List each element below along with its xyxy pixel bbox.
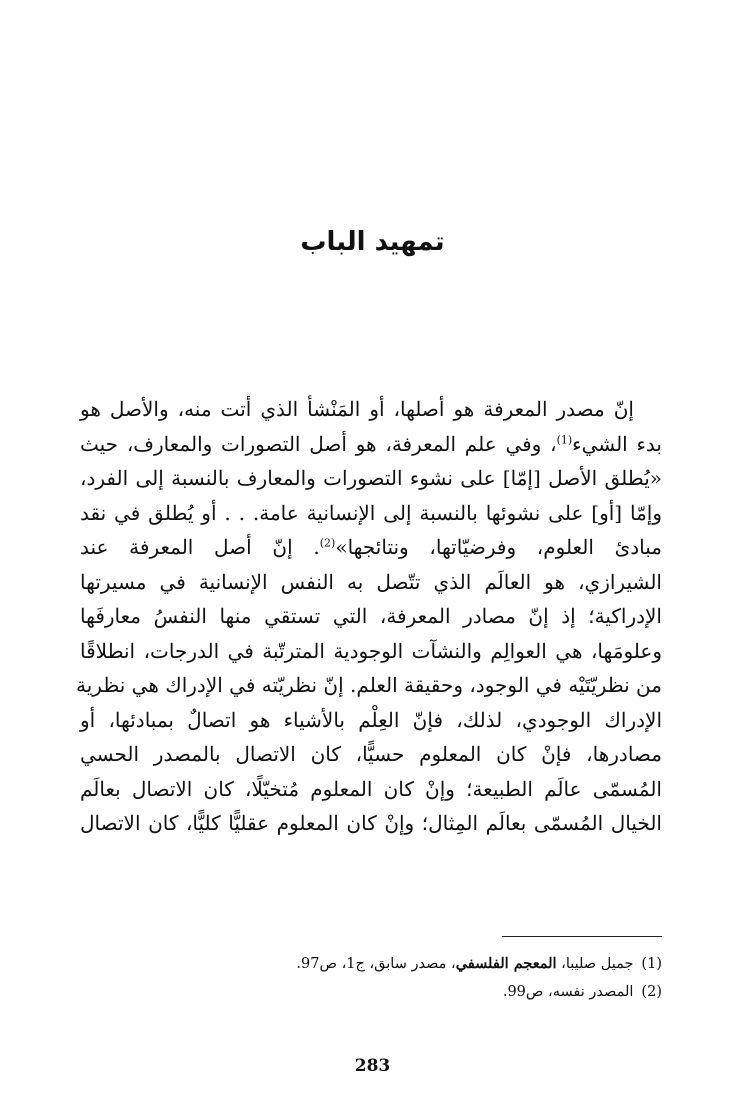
- footnote-ref-2[interactable]: (2): [319, 536, 336, 550]
- chapter-title: تمهيد الباب: [300, 227, 445, 257]
- text-fragment: . إنّ أصل المعرفة عند: [80, 535, 320, 559]
- text-line: الخيال المُسمّى بعالَم المِثال؛ وإنْ كان المعلوم عقليًّا كليًّا، كان الاتصال: [80, 811, 662, 835]
- footnote-number: (1): [641, 956, 662, 972]
- footnote-item: [80, 978, 662, 1006]
- text-fragment: بدء الشيء: [572, 431, 662, 456]
- footnote-work-title: المعجم الفلسفي: [455, 955, 557, 972]
- text-fragment: ، وفي علم المعرفة، هو أصل التصورات والمعارف، حيث: [80, 431, 557, 456]
- body-text: [76, 392, 662, 841]
- text-line: إنّ مصدر المعرفة هو أصلها، أو المَنْشأ الذي أتت منه، والأصل هو: [80, 397, 634, 421]
- text-line: [80, 530, 662, 565]
- text-line: وإمّا [أو] على نشوئها بالنسبة إلى الإنسانية عامة. . . أو يُطلق في نقد: [80, 500, 662, 525]
- text-line: من نظريّتَيْه في الوجود، وحقيقة العلم. إنّ نظريّته في الإدراك هي نظرية: [76, 673, 662, 697]
- footnote-item: [80, 950, 662, 978]
- text-line: مصادرها، فإنْ كان المعلوم حسيًّا، كان الاتصال بالمصدر الحسي: [80, 742, 662, 766]
- text-line: وعلومَها، هي العوالِم والنشآت الوجودية المترتّبة في الدرجات، انطلاقًا: [80, 638, 662, 663]
- footnote-divider: [502, 936, 662, 937]
- page-number: 283: [354, 1056, 391, 1076]
- footnote-author: المصدر نفسه، ص99.: [502, 984, 634, 1000]
- text-line: الإدراكية؛ إذ إنّ مصادر المعرفة، التي تستقي منها النفسُ معارفَها: [80, 604, 662, 628]
- text-line: «يُطلق الأصل [إمّا] على نشوء التصورات والمعارف بالنسبة إلى الفرد،: [80, 466, 662, 490]
- text-fragment: مبادئ العلوم، وفرضيّاتها، ونتائجها»: [335, 535, 662, 559]
- footnote-details: ، مصدر سابق، ج1، ص97.: [296, 956, 456, 972]
- text-line: الشيرازي، هو العالَم الذي تتّصل به النفس الإنسانية في مسيرتها: [80, 569, 662, 594]
- footnotes-list: [80, 950, 662, 1006]
- footnote-number: (2): [641, 984, 662, 1000]
- text-line: الإدراك الوجودي، لذلك، فإنّ العِلْم بالأشياء هو اتصالٌ بمبادئها، أو: [80, 707, 662, 732]
- text-line: المُسمّى عالَم الطبيعة؛ وإنْ كان المعلوم مُتخيّلًا، كان الاتصال بعالَم: [80, 776, 662, 801]
- footnote-author: جميل صليبا،: [556, 956, 634, 972]
- footnote-ref-1[interactable]: (1): [556, 432, 573, 446]
- text-line: [80, 427, 662, 462]
